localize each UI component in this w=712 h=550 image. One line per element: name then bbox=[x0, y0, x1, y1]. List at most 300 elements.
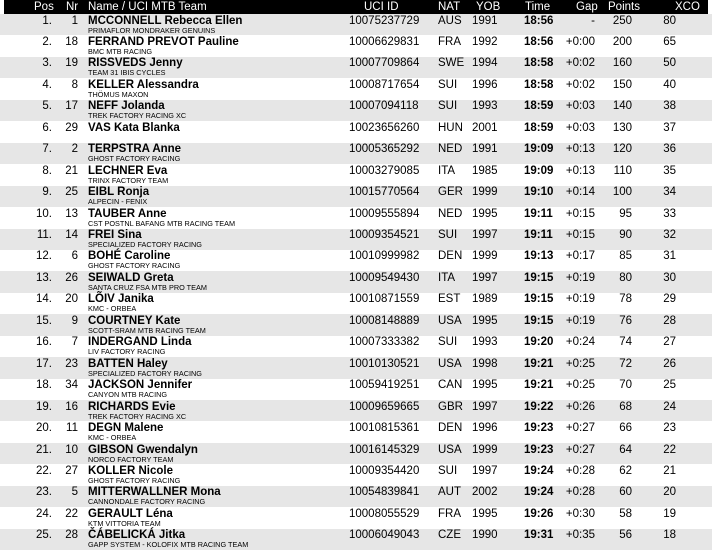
cell-xco: 33 bbox=[663, 207, 676, 220]
table-row bbox=[0, 164, 712, 185]
cell-team: NORCO FACTORY TEAM bbox=[88, 454, 174, 464]
cell-nat: NED bbox=[438, 143, 463, 156]
cell-yob: 1999 bbox=[472, 186, 498, 199]
cell-time: 19:09 bbox=[524, 164, 554, 177]
cell-time: 19:21 bbox=[524, 379, 554, 392]
cell-nat: USA bbox=[438, 314, 462, 327]
cell-pos: 9. bbox=[42, 186, 52, 199]
cell-points: 90 bbox=[619, 229, 632, 241]
cell-points: 68 bbox=[619, 400, 632, 413]
cell-points: 85 bbox=[619, 250, 632, 263]
cell-pos: 2. bbox=[42, 35, 52, 48]
cell-pos: 4. bbox=[42, 78, 52, 91]
cell-points: 78 bbox=[619, 293, 632, 306]
cell-nr: 25 bbox=[65, 186, 78, 199]
cell-xco: 21 bbox=[663, 464, 676, 477]
cell-name: DEGN Malene bbox=[88, 422, 164, 435]
cell-xco: 22 bbox=[663, 443, 676, 456]
cell-uci-id: 10008055529 bbox=[349, 507, 420, 520]
cell-team: GHOST FACTORY RACING bbox=[88, 475, 181, 485]
cell-team: SANTA CRUZ FSA MTB PRO TEAM bbox=[88, 282, 207, 292]
cell-points: 120 bbox=[612, 143, 632, 156]
header-pos: Pos bbox=[34, 1, 54, 13]
cell-xco: 19 bbox=[663, 507, 676, 520]
cell-pos: 24. bbox=[36, 507, 52, 520]
cell-nat: GER bbox=[438, 186, 463, 199]
cell-name: LÕIV Janika bbox=[88, 293, 154, 306]
cell-pos: 16. bbox=[36, 336, 52, 349]
cell-uci-id: 10008148889 bbox=[349, 314, 420, 327]
table-row bbox=[0, 78, 712, 99]
cell-team: SCOTT-SRAM MTB RACING TEAM bbox=[88, 325, 206, 335]
cell-pos: 19. bbox=[36, 400, 52, 413]
cell-gap: +0:27 bbox=[565, 422, 595, 435]
cell-points: 130 bbox=[612, 121, 632, 134]
cell-time: 18:56 bbox=[524, 35, 554, 48]
cell-uci-id: 10010815361 bbox=[349, 422, 420, 435]
cell-points: 80 bbox=[619, 271, 632, 284]
cell-name: FREI Sina bbox=[88, 229, 142, 241]
cell-nat: GBR bbox=[438, 400, 463, 413]
cell-nr: 5 bbox=[71, 486, 78, 499]
cell-gap: +0:02 bbox=[565, 57, 595, 70]
cell-uci-id: 10010871559 bbox=[349, 293, 420, 306]
cell-team: CANNONDALE FACTORY RACING bbox=[88, 497, 206, 507]
cell-time: 19:11 bbox=[524, 207, 553, 220]
cell-gap: +0:14 bbox=[565, 186, 595, 199]
cell-pos: 3. bbox=[42, 57, 52, 70]
cell-team: GHOST FACTORY RACING bbox=[88, 261, 181, 271]
cell-team: SPECIALIZED FACTORY RACING bbox=[88, 368, 202, 378]
cell-time: 19:24 bbox=[524, 486, 554, 499]
cell-name: MCCONNELL Rebecca Ellen bbox=[88, 14, 243, 27]
cell-points: 200 bbox=[612, 35, 632, 48]
table-row bbox=[0, 400, 712, 421]
cell-yob: 2002 bbox=[472, 486, 498, 499]
cell-name: GERAULT Léna bbox=[88, 507, 173, 520]
cell-yob: 1993 bbox=[472, 100, 498, 113]
cell-time: 19:09 bbox=[524, 143, 554, 156]
cell-nat: NED bbox=[438, 207, 463, 220]
cell-uci-id: 10015770564 bbox=[349, 186, 420, 199]
cell-pos: 5. bbox=[42, 100, 52, 113]
table-row bbox=[0, 121, 712, 142]
cell-points: 250 bbox=[612, 14, 632, 27]
cell-nr: 27 bbox=[65, 464, 78, 477]
cell-time: 18:59 bbox=[524, 121, 554, 134]
cell-name: NEFF Jolanda bbox=[88, 100, 165, 113]
cell-nr: 17 bbox=[65, 100, 78, 113]
cell-points: 58 bbox=[619, 507, 632, 520]
cell-nr: 16 bbox=[65, 400, 78, 413]
cell-nat: CZE bbox=[438, 529, 461, 542]
cell-nat: SUI bbox=[438, 464, 458, 477]
cell-gap: +0:17 bbox=[565, 250, 595, 263]
cell-gap: +0:19 bbox=[565, 293, 595, 306]
cell-time: 19:15 bbox=[524, 314, 554, 327]
cell-team: CANYON MTB RACING bbox=[88, 390, 168, 400]
cell-uci-id: 10023656260 bbox=[349, 121, 420, 134]
cell-points: 95 bbox=[619, 207, 632, 220]
cell-time: 19:15 bbox=[524, 293, 554, 306]
cell-pos: 25. bbox=[36, 529, 52, 542]
cell-xco: 25 bbox=[663, 379, 676, 392]
cell-name: JACKSON Jennifer bbox=[88, 379, 193, 392]
cell-xco: 26 bbox=[663, 357, 676, 370]
cell-yob: 1994 bbox=[472, 57, 498, 70]
cell-nat: DEN bbox=[438, 422, 463, 435]
cell-xco: 36 bbox=[663, 143, 676, 156]
header-name-team: Name / UCI MTB Team bbox=[88, 1, 207, 13]
cell-gap: +0:19 bbox=[565, 314, 595, 327]
table-row bbox=[0, 464, 712, 485]
cell-name: VAS Kata Blanka bbox=[88, 121, 180, 134]
cell-uci-id: 10016145329 bbox=[349, 443, 420, 456]
table-row bbox=[0, 422, 712, 443]
cell-name: MITTERWALLNER Mona bbox=[88, 486, 221, 499]
cell-yob: 1990 bbox=[472, 529, 498, 542]
cell-xco: 30 bbox=[663, 271, 676, 284]
cell-time: 19:31 bbox=[524, 529, 554, 542]
table-row bbox=[0, 293, 712, 314]
cell-gap: +0:02 bbox=[565, 78, 595, 91]
cell-nr: 7 bbox=[71, 336, 78, 349]
cell-time: 19:23 bbox=[524, 443, 554, 456]
cell-gap: +0:24 bbox=[565, 336, 595, 349]
cell-team: LIV FACTORY RACING bbox=[88, 347, 166, 357]
cell-xco: 65 bbox=[663, 35, 676, 48]
cell-nat: FRA bbox=[438, 507, 461, 520]
cell-gap: +0:28 bbox=[565, 464, 595, 477]
cell-gap: +0:35 bbox=[565, 529, 595, 542]
cell-gap: +0:25 bbox=[565, 379, 595, 392]
cell-points: 160 bbox=[612, 57, 632, 70]
table-row bbox=[0, 507, 712, 528]
cell-time: 18:58 bbox=[524, 78, 554, 91]
cell-xco: 50 bbox=[663, 57, 676, 70]
header-yob: YOB bbox=[476, 1, 501, 13]
cell-nat: SWE bbox=[438, 57, 465, 70]
cell-pos: 14. bbox=[36, 293, 52, 306]
cell-name: BOHÉ Caroline bbox=[88, 250, 171, 263]
cell-pos: 17. bbox=[36, 357, 52, 370]
cell-xco: 28 bbox=[663, 314, 676, 327]
cell-uci-id: 10007094118 bbox=[349, 100, 419, 113]
table-row bbox=[0, 271, 712, 292]
cell-name: TERPSTRA Anne bbox=[88, 143, 182, 156]
cell-nr: 13 bbox=[65, 207, 78, 220]
table-row bbox=[0, 250, 712, 271]
cell-uci-id: 10003279085 bbox=[349, 164, 420, 177]
cell-xco: 20 bbox=[663, 486, 676, 499]
cell-name: RISSVEDS Jenny bbox=[88, 57, 183, 70]
cell-gap: +0:13 bbox=[565, 164, 595, 177]
cell-pos: 15. bbox=[36, 314, 52, 327]
cell-name: ČÁBELICKÁ Jitka bbox=[88, 529, 186, 542]
cell-team: ALPECIN - FENIX bbox=[88, 197, 148, 207]
cell-gap: +0:27 bbox=[565, 443, 595, 456]
cell-yob: 1997 bbox=[472, 400, 498, 413]
cell-team: SPECIALIZED FACTORY RACING bbox=[88, 240, 202, 249]
cell-yob: 1999 bbox=[472, 443, 498, 456]
cell-pos: 22. bbox=[36, 464, 52, 477]
cell-yob: 1991 bbox=[472, 143, 498, 156]
cell-xco: 80 bbox=[663, 14, 676, 27]
cell-nat: SUI bbox=[438, 78, 458, 91]
table-row bbox=[0, 57, 712, 78]
cell-nat: SUI bbox=[438, 336, 458, 349]
table-row bbox=[0, 35, 712, 56]
cell-points: 72 bbox=[619, 357, 632, 370]
cell-nr: 29 bbox=[65, 121, 78, 134]
cell-gap: +0:28 bbox=[565, 486, 595, 499]
table-row bbox=[0, 314, 712, 335]
cell-yob: 1995 bbox=[472, 379, 498, 392]
cell-yob: 1999 bbox=[472, 250, 498, 263]
cell-team: THÖMUS MAXON bbox=[88, 89, 149, 99]
header-gap: Gap bbox=[576, 1, 598, 13]
cell-pos: 8. bbox=[42, 164, 52, 177]
cell-time: 19:24 bbox=[524, 464, 554, 477]
cell-team: KMC - ORBEA bbox=[88, 433, 137, 443]
cell-xco: 24 bbox=[663, 400, 676, 413]
cell-gap: +0:25 bbox=[565, 357, 595, 370]
cell-uci-id: 10006629831 bbox=[349, 35, 420, 48]
cell-nat: USA bbox=[438, 357, 462, 370]
cell-xco: 29 bbox=[663, 293, 676, 306]
cell-uci-id: 10054839841 bbox=[349, 486, 420, 499]
cell-time: 19:22 bbox=[524, 400, 554, 413]
cell-nr: 20 bbox=[65, 293, 78, 306]
table-row bbox=[0, 14, 712, 35]
cell-xco: 37 bbox=[663, 121, 676, 134]
table-row bbox=[0, 486, 712, 507]
table-row bbox=[0, 379, 712, 400]
cell-nr: 1 bbox=[71, 14, 78, 27]
table-row bbox=[0, 143, 712, 164]
cell-name: EIBL Ronja bbox=[88, 186, 150, 199]
cell-nr: 26 bbox=[65, 271, 78, 284]
cell-xco: 40 bbox=[663, 78, 676, 91]
cell-team: GHOST FACTORY RACING bbox=[88, 154, 181, 164]
cell-yob: 1995 bbox=[472, 314, 498, 327]
header-nat: NAT bbox=[438, 1, 461, 13]
cell-yob: 1993 bbox=[472, 336, 498, 349]
cell-gap: +0:15 bbox=[565, 207, 595, 220]
cell-gap: +0:26 bbox=[565, 400, 595, 413]
cell-xco: 34 bbox=[663, 186, 676, 199]
cell-yob: 1995 bbox=[472, 507, 498, 520]
cell-team: TREK FACTORY RACING XC bbox=[88, 111, 187, 121]
cell-time: 19:26 bbox=[524, 507, 554, 520]
cell-nat: AUS bbox=[438, 14, 462, 27]
cell-team: PRIMAFLOR MONDRAKER GENUINS bbox=[88, 25, 216, 35]
cell-gap: +0:03 bbox=[565, 100, 595, 113]
cell-uci-id: 10009555894 bbox=[349, 207, 420, 220]
cell-yob: 1989 bbox=[472, 293, 498, 306]
cell-team: TREK FACTORY RACING XC bbox=[88, 411, 187, 421]
cell-time: 18:56 bbox=[524, 14, 554, 27]
cell-name: KOLLER Nicole bbox=[88, 464, 173, 477]
cell-time: 18:58 bbox=[524, 57, 554, 70]
cell-time: 19:20 bbox=[524, 336, 554, 349]
cell-points: 76 bbox=[619, 314, 632, 327]
cell-team: KTM VITTORIA TEAM bbox=[88, 518, 161, 528]
cell-nr: 23 bbox=[65, 357, 78, 370]
cell-name: RICHARDS Evie bbox=[88, 400, 176, 413]
cell-nr: 14 bbox=[65, 229, 78, 241]
table-row bbox=[0, 100, 712, 121]
cell-uci-id: 10010130521 bbox=[349, 357, 420, 370]
table-row bbox=[0, 207, 712, 228]
table-row bbox=[0, 529, 712, 550]
cell-time: 19:23 bbox=[524, 422, 554, 435]
cell-nat: HUN bbox=[438, 121, 463, 134]
cell-pos: 10. bbox=[36, 207, 52, 220]
cell-name: GIBSON Gwendalyn bbox=[88, 443, 198, 456]
cell-pos: 13. bbox=[36, 271, 52, 284]
cell-uci-id: 10009354521 bbox=[349, 229, 420, 241]
cell-xco: 38 bbox=[663, 100, 676, 113]
cell-uci-id: 10059419251 bbox=[349, 379, 420, 392]
cell-points: 56 bbox=[619, 529, 632, 542]
cell-nr: 18 bbox=[65, 35, 78, 48]
cell-nat: SUI bbox=[438, 229, 458, 241]
cell-team: GAPP SYSTEM - KOLOFIX MTB RACING TEAM bbox=[88, 540, 249, 550]
cell-nr: 10 bbox=[65, 443, 78, 456]
cell-time: 19:10 bbox=[524, 186, 554, 199]
table-row bbox=[0, 357, 712, 378]
cell-yob: 1997 bbox=[472, 464, 498, 477]
cell-uci-id: 10010999982 bbox=[349, 250, 420, 263]
cell-gap: - bbox=[591, 14, 595, 27]
cell-nat: USA bbox=[438, 443, 462, 456]
cell-yob: 2001 bbox=[472, 121, 498, 134]
cell-name: KELLER Alessandra bbox=[88, 78, 199, 91]
cell-nr: 8 bbox=[71, 78, 78, 91]
header-nr: Nr bbox=[66, 1, 79, 13]
cell-pos: 23. bbox=[36, 486, 52, 499]
table-row bbox=[0, 443, 712, 464]
table-row bbox=[0, 229, 712, 250]
cell-nat: AUT bbox=[438, 486, 461, 499]
cell-uci-id: 10006049043 bbox=[349, 529, 420, 542]
cell-xco: 27 bbox=[663, 336, 676, 349]
cell-time: 19:21 bbox=[524, 357, 554, 370]
header-points: Points bbox=[608, 1, 640, 13]
cell-gap: +0:15 bbox=[565, 229, 595, 241]
cell-team: CST POSTNL BAFANG MTB RACING TEAM bbox=[88, 218, 236, 228]
cell-team: BMC MTB RACING bbox=[88, 46, 153, 56]
cell-nr: 9 bbox=[71, 314, 78, 327]
cell-pos: 21. bbox=[36, 443, 52, 456]
cell-gap: +0:19 bbox=[565, 271, 595, 284]
cell-nr: 22 bbox=[65, 507, 78, 520]
cell-points: 64 bbox=[619, 443, 632, 456]
cell-nat: ITA bbox=[438, 164, 456, 177]
header-xco: XCO bbox=[675, 1, 700, 13]
cell-points: 66 bbox=[619, 422, 632, 435]
cell-yob: 1992 bbox=[472, 35, 498, 48]
cell-points: 100 bbox=[612, 186, 632, 199]
cell-nr: 28 bbox=[65, 529, 78, 542]
cell-time: 19:13 bbox=[524, 250, 554, 263]
cell-gap: +0:13 bbox=[565, 143, 595, 156]
cell-uci-id: 10008717654 bbox=[349, 78, 420, 91]
header-uci-id: UCI ID bbox=[364, 1, 399, 13]
cell-nr: 11 bbox=[66, 422, 78, 435]
cell-time: 18:59 bbox=[524, 100, 554, 113]
cell-yob: 1997 bbox=[472, 271, 498, 284]
header-time: Time bbox=[525, 1, 551, 13]
cell-xco: 31 bbox=[663, 250, 676, 263]
cell-yob: 1997 bbox=[472, 229, 498, 241]
cell-nr: 2 bbox=[71, 143, 78, 156]
cell-points: 60 bbox=[619, 486, 632, 499]
cell-yob: 1991 bbox=[472, 14, 498, 27]
cell-uci-id: 10075237729 bbox=[349, 14, 420, 27]
cell-team: KMC - ORBEA bbox=[88, 304, 137, 314]
table-row bbox=[0, 186, 712, 207]
cell-nr: 21 bbox=[65, 164, 78, 177]
cell-uci-id: 10009354420 bbox=[349, 464, 420, 477]
table-row bbox=[0, 336, 712, 357]
cell-name: BATTEN Haley bbox=[88, 357, 168, 370]
cell-uci-id: 10009659665 bbox=[349, 400, 420, 413]
cell-points: 74 bbox=[619, 336, 632, 349]
cell-pos: 11. bbox=[36, 229, 52, 241]
cell-points: 62 bbox=[619, 464, 632, 477]
cell-gap: +0:00 bbox=[565, 35, 595, 48]
cell-pos: 18. bbox=[36, 379, 52, 392]
cell-nr: 34 bbox=[65, 379, 78, 392]
cell-nat: ITA bbox=[438, 271, 456, 284]
cell-points: 150 bbox=[612, 78, 632, 91]
cell-nat: FRA bbox=[438, 35, 461, 48]
cell-points: 70 bbox=[619, 379, 632, 392]
cell-xco: 32 bbox=[663, 229, 676, 241]
cell-team: TEAM 31 IBIS CYCLES bbox=[88, 68, 166, 78]
cell-name: COURTNEY Kate bbox=[88, 314, 181, 327]
cell-pos: 7. bbox=[42, 143, 52, 156]
cell-uci-id: 10007333382 bbox=[349, 336, 420, 349]
cell-yob: 1996 bbox=[472, 78, 498, 91]
cell-uci-id: 10005365292 bbox=[349, 143, 420, 156]
cell-xco: 18 bbox=[663, 529, 676, 542]
cell-xco: 35 bbox=[663, 164, 676, 177]
cell-name: FERRAND PREVOT Pauline bbox=[88, 35, 239, 48]
cell-time: 19:15 bbox=[524, 271, 554, 284]
cell-nat: DEN bbox=[438, 250, 463, 263]
cell-points: 110 bbox=[613, 164, 632, 177]
cell-nr: 6 bbox=[71, 250, 78, 263]
cell-uci-id: 10007709864 bbox=[349, 57, 420, 70]
cell-name: SEIWALD Greta bbox=[88, 271, 174, 284]
cell-team: TRINX FACTORY TEAM bbox=[88, 175, 169, 185]
cell-gap: +0:03 bbox=[565, 121, 595, 134]
cell-yob: 1985 bbox=[472, 164, 498, 177]
cell-name: INDERGAND Linda bbox=[88, 336, 192, 349]
cell-nr: 19 bbox=[65, 57, 78, 70]
cell-points: 140 bbox=[612, 100, 632, 113]
cell-pos: 12. bbox=[36, 250, 52, 263]
cell-pos: 1. bbox=[42, 14, 52, 27]
cell-gap: +0:30 bbox=[565, 507, 595, 520]
cell-pos: 6. bbox=[42, 121, 52, 134]
cell-xco: 23 bbox=[663, 422, 676, 435]
cell-name: LECHNER Eva bbox=[88, 164, 168, 177]
cell-nat: EST bbox=[438, 293, 461, 306]
